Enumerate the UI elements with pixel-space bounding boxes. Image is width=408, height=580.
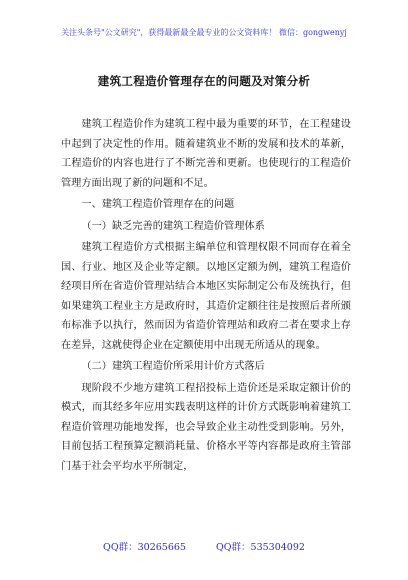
contact-footer [0, 539, 408, 553]
qq-group-2: QQ群：535304092 [215, 542, 305, 553]
subsection-heading-2: （二）建筑工程造价所采用计价方式落后 [81, 361, 265, 372]
section-heading-1: 一、建筑工程造价管理存在的问题 [81, 199, 235, 210]
subsection-paragraph-1: 建筑工程造价方式根据主编单位和管理权限不同而存在着全国、行业、地区及企业等定额。以地区定额为例，建筑工程造价经项目所在省造价管理站结合本地区实际制定公布及统执行，但如果建筑工程业主方是政府时，其造价定额往往是按照后者所颁布标准予以执行，然而因为省造价管理站和政府二者在要求上存在差异，这就使得企业在定额使用中出现无所适从的现象。 [61, 242, 351, 351]
subsection-paragraph-2: 现阶段不少地方建筑工程招投标上造价还是采取定额计价的模式，而其经多年应用实践表明这样的计价方式既影响着建筑工程造价管理功能地发挥，也会导致企业主动性受到影响。另外，目前包括工程预算定额消耗量、价格水平等内容都是政府主管部门基于社会平均水平所制定， [61, 382, 351, 472]
qq-group-1: QQ群：30265665 [103, 542, 186, 553]
promo-banner: 关注头条号"公文研究"，获得最新最全最专业的公文资料库！ 微信：gongwenyj [61, 28, 347, 37]
subsection-heading-1: （一）缺乏完善的建筑工程造价管理体系 [81, 220, 265, 232]
document-body [61, 115, 351, 476]
intro-paragraph: 建筑工程造价作为建筑工程中最为重要的环节，在工程建设中起到了决定性的作用。随着建筑业不断的发展和技术的革新，工程造价的内容也进行了不断完善和更新。也使现行的工程造价管理方面出现了新的问题和不足。 [61, 119, 351, 189]
document-title: 建筑工程造价管理存在的问题及对策分析 [97, 74, 311, 88]
